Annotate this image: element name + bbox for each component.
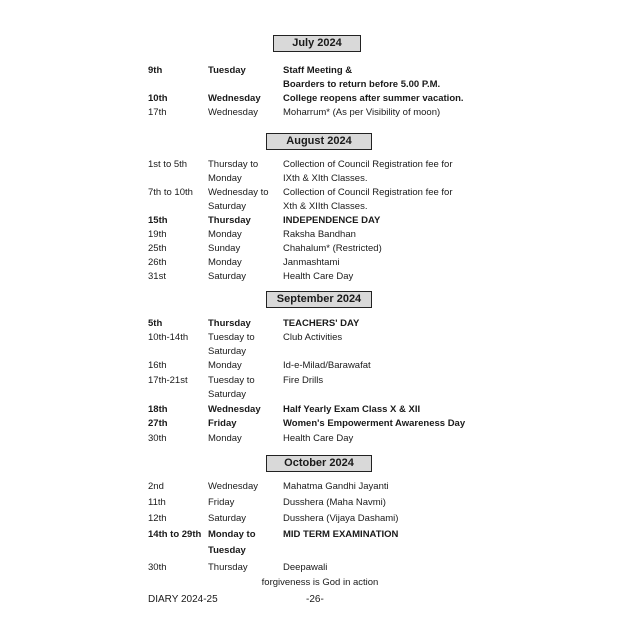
event-date: 5th [148, 318, 163, 329]
event-day: Tuesday [208, 65, 246, 76]
event-row [0, 561, 640, 575]
event-date: 7th to 10th [148, 187, 193, 198]
event-day: Wednesday to [208, 187, 269, 198]
event-name: Deepawali [283, 562, 328, 573]
event-name: MID TERM EXAMINATION [283, 529, 399, 540]
event-day: Thursday [208, 562, 248, 573]
event-name: Health Care Day [283, 271, 354, 282]
event-name: Mahatma Gandhi Jayanti [283, 481, 389, 492]
event-row [0, 432, 640, 446]
month-heading-august: August 2024 [266, 133, 372, 150]
event-name: Women's Empowerment Awareness Day [283, 418, 466, 429]
event-row [0, 242, 640, 256]
event-name: Dusshera (Vijaya Dashami) [283, 513, 399, 524]
event-date: 12th [148, 513, 167, 524]
event-day: Thursday to [208, 159, 259, 170]
event-day: Tuesday to [208, 375, 255, 386]
event-date: 16th [148, 360, 167, 371]
event-date: 17th-21st [148, 375, 188, 386]
event-day: Saturday [208, 389, 247, 400]
event-day: Sunday [208, 243, 241, 254]
event-row [0, 388, 640, 402]
event-date: 2nd [148, 481, 164, 492]
event-row [0, 317, 640, 331]
event-date: 1st to 5th [148, 159, 188, 170]
event-row [0, 200, 640, 214]
event-name: Dusshera (Maha Navmi) [283, 497, 386, 508]
event-day: Saturday [208, 346, 247, 357]
event-day: Monday [208, 173, 242, 184]
event-row [0, 106, 640, 120]
event-day: Thursday [208, 318, 251, 329]
event-day: Monday [208, 360, 242, 371]
event-row [0, 374, 640, 388]
month-heading-july: July 2024 [273, 35, 361, 52]
event-row [0, 228, 640, 242]
event-date: 17th [148, 107, 167, 118]
event-date: 14th to 29th [148, 529, 202, 540]
event-row [0, 528, 640, 542]
event-name: Staff Meeting & [283, 65, 353, 76]
event-name: Janmashtami [283, 257, 340, 268]
event-row [0, 270, 640, 284]
footer-quote: forgiveness is God in action [261, 577, 379, 588]
month-heading-october: October 2024 [266, 455, 372, 472]
event-day: Friday [208, 497, 235, 508]
event-date: 26th [148, 257, 167, 268]
event-date: 18th [148, 404, 168, 415]
event-name: INDEPENDENCE DAY [283, 215, 381, 226]
event-date: 25th [148, 243, 167, 254]
event-row [0, 172, 640, 186]
event-day: Monday [208, 257, 242, 268]
month-heading-september: September 2024 [266, 291, 372, 308]
event-name: Club Activities [283, 332, 343, 343]
event-row [0, 345, 640, 359]
event-name: Collection of Council Registration fee for [283, 159, 453, 170]
event-row [0, 403, 640, 417]
event-row [0, 256, 640, 270]
event-name: Collection of Council Registration fee for [283, 187, 453, 198]
event-row [0, 512, 640, 526]
event-date: 10th-14th [148, 332, 189, 343]
event-date: 11th [148, 497, 166, 508]
event-date: 10th [148, 93, 168, 104]
event-name: Moharrum* (As per Visibility of moon) [283, 107, 441, 118]
event-day: Friday [208, 418, 237, 429]
event-name: TEACHERS' DAY [283, 318, 360, 329]
event-name: College reopens after summer vacation. [283, 93, 464, 104]
event-row [0, 331, 640, 345]
event-name: Chahalum* (Restricted) [283, 243, 382, 254]
event-day: Monday [208, 229, 242, 240]
event-date: 27th [148, 418, 168, 429]
event-day: Tuesday [208, 545, 246, 556]
event-row [0, 214, 640, 228]
event-row [0, 480, 640, 494]
event-date: 15th [148, 215, 168, 226]
event-name: Raksha Bandhan [283, 229, 356, 240]
event-date: 30th [148, 433, 167, 444]
event-date: 9th [148, 65, 163, 76]
event-name: Half Yearly Exam Class X & XII [283, 404, 421, 415]
event-row [0, 92, 640, 106]
event-row [0, 359, 640, 373]
event-day: Wednesday [208, 107, 258, 118]
event-row [0, 78, 640, 92]
event-day: Saturday [208, 271, 247, 282]
event-day: Thursday [208, 215, 251, 226]
event-name: Xth & XIIth Classes. [283, 201, 368, 212]
event-name: Boarders to return before 5.00 P.M. [283, 79, 441, 90]
event-row [0, 64, 640, 78]
event-day: Monday [208, 433, 242, 444]
event-row [0, 417, 640, 431]
page-number: -26- [306, 594, 324, 605]
event-row [0, 158, 640, 172]
event-day: Monday to [208, 529, 256, 540]
event-date: 31st [148, 271, 166, 282]
event-name: Id-e-Milad/Barawafat [283, 360, 371, 371]
event-day: Saturday [208, 201, 247, 212]
diary-label: DIARY 2024-25 [148, 594, 218, 605]
event-row [0, 544, 640, 558]
event-date: 30th [148, 562, 167, 573]
event-row [0, 496, 640, 510]
event-row [0, 186, 640, 200]
event-date: 19th [148, 229, 167, 240]
event-name: Fire Drills [283, 375, 324, 386]
event-name: Health Care Day [283, 433, 354, 444]
event-day: Wednesday [208, 481, 258, 492]
event-name: IXth & XIth Classes. [283, 173, 368, 184]
event-day: Wednesday [208, 404, 261, 415]
event-day: Wednesday [208, 93, 261, 104]
event-day: Tuesday to [208, 332, 255, 343]
event-day: Saturday [208, 513, 247, 524]
